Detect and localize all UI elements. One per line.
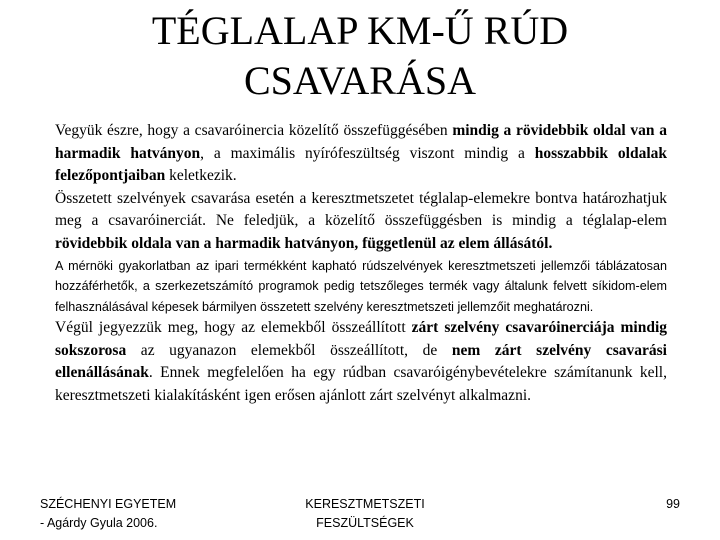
body-text: Összetett szelvények csavarása esetén a keresztmetszetet téglalap-elemekre bontva határozhatjuk meg a csavaróinerciát. Ne feledjük, a közelítő összefüggésben is mindig a téglalap-elem (55, 189, 667, 230)
slide-title (0, 6, 720, 106)
emphasized-text: mindig a rövidebbik oldal van a harmadik hatványon (55, 122, 667, 162)
slide-body (55, 120, 667, 407)
body-text: keletkezik. (165, 167, 237, 185)
paragraph-engineering-practice (55, 256, 667, 318)
footer-university: SZÉCHENYI EGYETEM (40, 497, 177, 511)
emphasized-text: hosszabbik oldalak felezőpontjaiban (55, 144, 667, 185)
body-text: Vegyük észre, hogy a csavaróinercia közelítő összefüggésében (55, 122, 453, 139)
body-text: az ugyanazon elemekből összeállított, de (126, 341, 452, 359)
footer-topic (220, 495, 510, 533)
paragraph-composite-sections (55, 188, 667, 256)
footer-topic-line-1: KERESZTMETSZETI (305, 497, 425, 511)
paragraph-closed-sections (55, 317, 667, 407)
footer-topic-line-2: FESZÜLTSÉGEK (316, 516, 414, 530)
paragraph-rectangle-note (55, 120, 667, 188)
body-text: , a maximális nyírófeszültség viszont mindig a (200, 144, 535, 162)
body-text: A mérnöki gyakorlatban az ipari termékként kapható rúdszelvények keresztmetszeti jellemzői táblázatosan hozzáférhetők, a szerkezetszámító programok pedig tetszőleges termék vagy általunk felvett síkidom-elem felhasználásával képesek bármilyen összetett szelvény keresztmetszeti jellemzőit meghatározni. (55, 258, 667, 314)
footer-author: - Agárdy Gyula 2006. (40, 516, 158, 530)
body-text: . Ennek megfelelően ha egy rúdban csavaróigénybevételekre számítanunk kell, keresztmetszeti kialakításként igen erősen ajánlott zárt szelvényt alkalmazni. (55, 364, 667, 404)
slide-title-line-2: CSAVARÁSA (244, 58, 476, 103)
page-number: 99 (666, 497, 680, 511)
slide-title-line-1: TÉGLALAP KM-Ű RÚD (151, 8, 569, 53)
emphasized-text: nem zárt szelvény csavarási ellenállásának (55, 341, 667, 382)
emphasized-text: rövidebbik oldala van a harmadik hatványon, függetlenül az elem állásától. (55, 234, 553, 252)
emphasized-text: zárt szelvény csavaróinerciája mindig sokszorosa (55, 319, 667, 359)
body-text: Végül jegyezzük meg, hogy az elemekből összeállított (55, 319, 412, 337)
footer-institution (40, 495, 176, 533)
